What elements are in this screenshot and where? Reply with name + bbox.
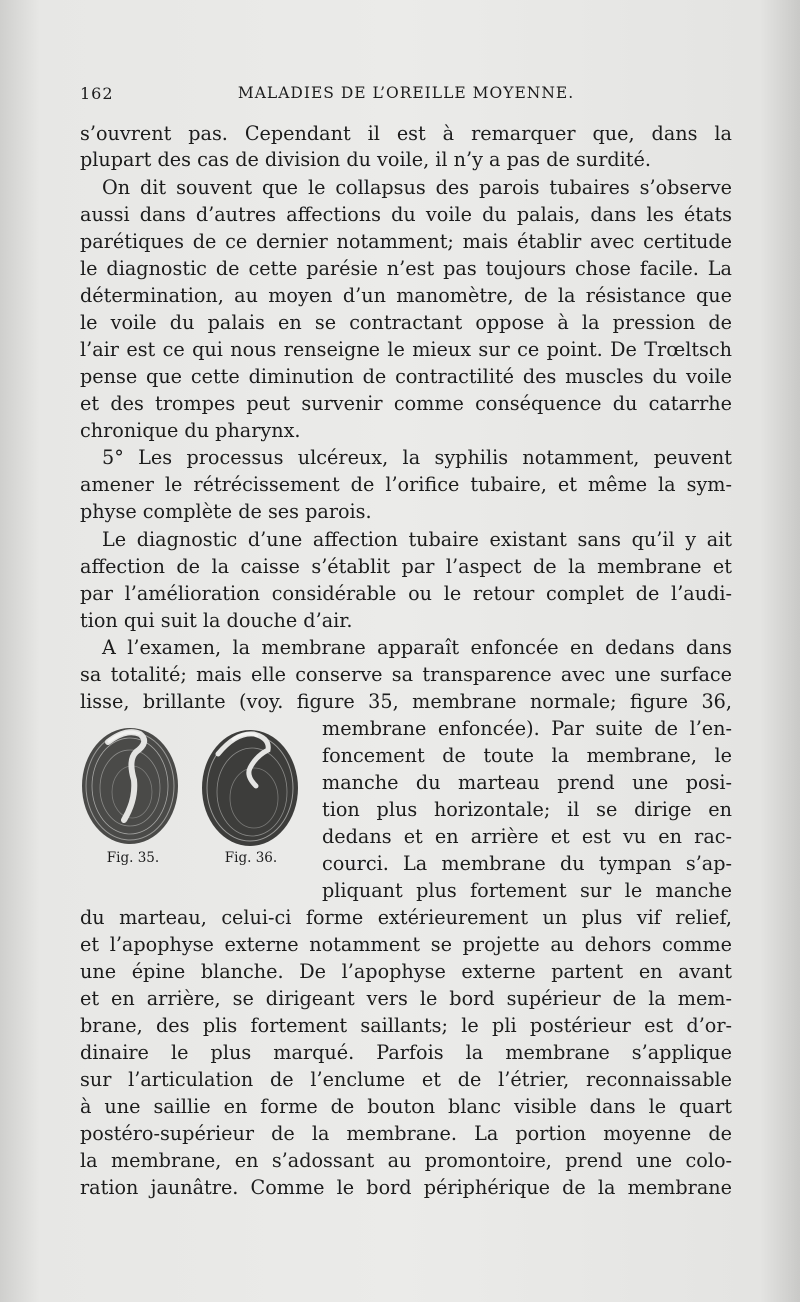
text-line: manche du marteau prend une posi- bbox=[322, 771, 732, 794]
text-line: physe complète de ses parois. bbox=[80, 500, 372, 523]
text-line: une épine blanche. De l’apophyse externe partent en avant bbox=[80, 960, 732, 983]
text-line: amener le rétrécissement de l’orifice tubaire, et même la sym- bbox=[80, 473, 732, 496]
figure-caption: Fig. 35. bbox=[106, 850, 160, 866]
text-line: foncement de toute la membrane, le bbox=[322, 744, 732, 767]
text-line: pliquant plus fortement sur le manche bbox=[322, 879, 732, 902]
text-line: sa totalité; mais elle conserve sa transparence avec une surface bbox=[80, 663, 732, 686]
text-line: pense que cette diminution de contractilité des muscles du voile bbox=[80, 365, 732, 388]
figure-caption: Fig. 36. bbox=[224, 850, 278, 866]
tympanic-membrane-normal-illustration bbox=[78, 720, 188, 850]
text-line: par l’amélioration considérable ou le retour complet de l’audi- bbox=[80, 582, 732, 605]
text-line: membrane enfoncée). Par suite de l’en- bbox=[322, 717, 732, 740]
figure-35 bbox=[78, 720, 188, 866]
text-line: et des trompes peut survenir comme conséquence du catarrhe bbox=[80, 392, 732, 415]
text-line: à une saillie en forme de bouton blanc visible dans le quart bbox=[80, 1095, 732, 1118]
text-line: dedans et en arrière et est vu en rac- bbox=[322, 825, 732, 848]
text-line: s’ouvrent pas. Cependant il est à remarquer que, dans la bbox=[80, 122, 732, 145]
tympanic-membrane-retracted-illustration bbox=[196, 720, 306, 850]
text-line: On dit souvent que le collapsus des parois tubaires s’observe bbox=[102, 176, 732, 199]
text-line: du marteau, celui-ci forme extérieurement un plus vif relief, bbox=[80, 906, 732, 929]
text-line: 5° Les processus ulcéreux, la syphilis notamment, peuvent bbox=[102, 446, 732, 469]
text-line: la membrane, en s’adossant au promontoire, prend une colo- bbox=[80, 1149, 732, 1172]
text-line: A l’examen, la membrane apparaît enfoncée en dedans dans bbox=[102, 636, 732, 659]
figure-36 bbox=[196, 720, 306, 866]
text-line: aussi dans d’autres affections du voile du palais, dans les états bbox=[80, 203, 732, 226]
running-title: MALADIES DE L’OREILLE MOYENNE. bbox=[237, 84, 575, 102]
page-number: 162 bbox=[80, 84, 114, 103]
text-line: lisse, brillante (voy. figure 35, membrane normale; figure 36, bbox=[80, 690, 732, 713]
text-line: et en arrière, se dirigeant vers le bord supérieur de la mem- bbox=[80, 987, 732, 1010]
text-line: l’air est ce qui nous renseigne le mieux sur ce point. De Trœltsch bbox=[80, 338, 732, 361]
text-line: le voile du palais en se contractant oppose à la pression de bbox=[80, 311, 732, 334]
text-line: dinaire le plus marqué. Parfois la membrane s’applique bbox=[80, 1041, 732, 1064]
text-line: courci. La membrane du tympan s’ap- bbox=[322, 852, 732, 875]
text-line: Le diagnostic d’une affection tubaire existant sans qu’il y ait bbox=[102, 528, 732, 551]
text-line: détermination, au moyen d’un manomètre, de la résistance que bbox=[80, 284, 732, 307]
page-header bbox=[80, 84, 732, 108]
text-line: le diagnostic de cette parésie n’est pas toujours chose facile. La bbox=[80, 257, 732, 280]
text-line: tion qui suit la douche d’air. bbox=[80, 609, 353, 632]
text-line: parétiques de ce dernier notamment; mais établir avec certitude bbox=[80, 230, 732, 253]
text-line: plupart des cas de division du voile, il n’y a pas de surdité. bbox=[80, 148, 651, 171]
text-line: et l’apophyse externe notamment se projette au dehors comme bbox=[80, 933, 732, 956]
text-line: brane, des plis fortement saillants; le pli postérieur est d’or- bbox=[80, 1014, 732, 1037]
text-line: affection de la caisse s’établit par l’aspect de la membrane et bbox=[80, 555, 732, 578]
text-line: sur l’articulation de l’enclume et de l’étrier, reconnaissable bbox=[80, 1068, 732, 1091]
text-line: ration jaunâtre. Comme le bord périphérique de la membrane bbox=[80, 1176, 732, 1199]
text-line: tion plus horizontale; il se dirige en bbox=[322, 798, 732, 821]
text-line: postéro-supérieur de la membrane. La portion moyenne de bbox=[80, 1122, 732, 1145]
text-line: chronique du pharynx. bbox=[80, 419, 301, 442]
figures bbox=[78, 720, 310, 880]
